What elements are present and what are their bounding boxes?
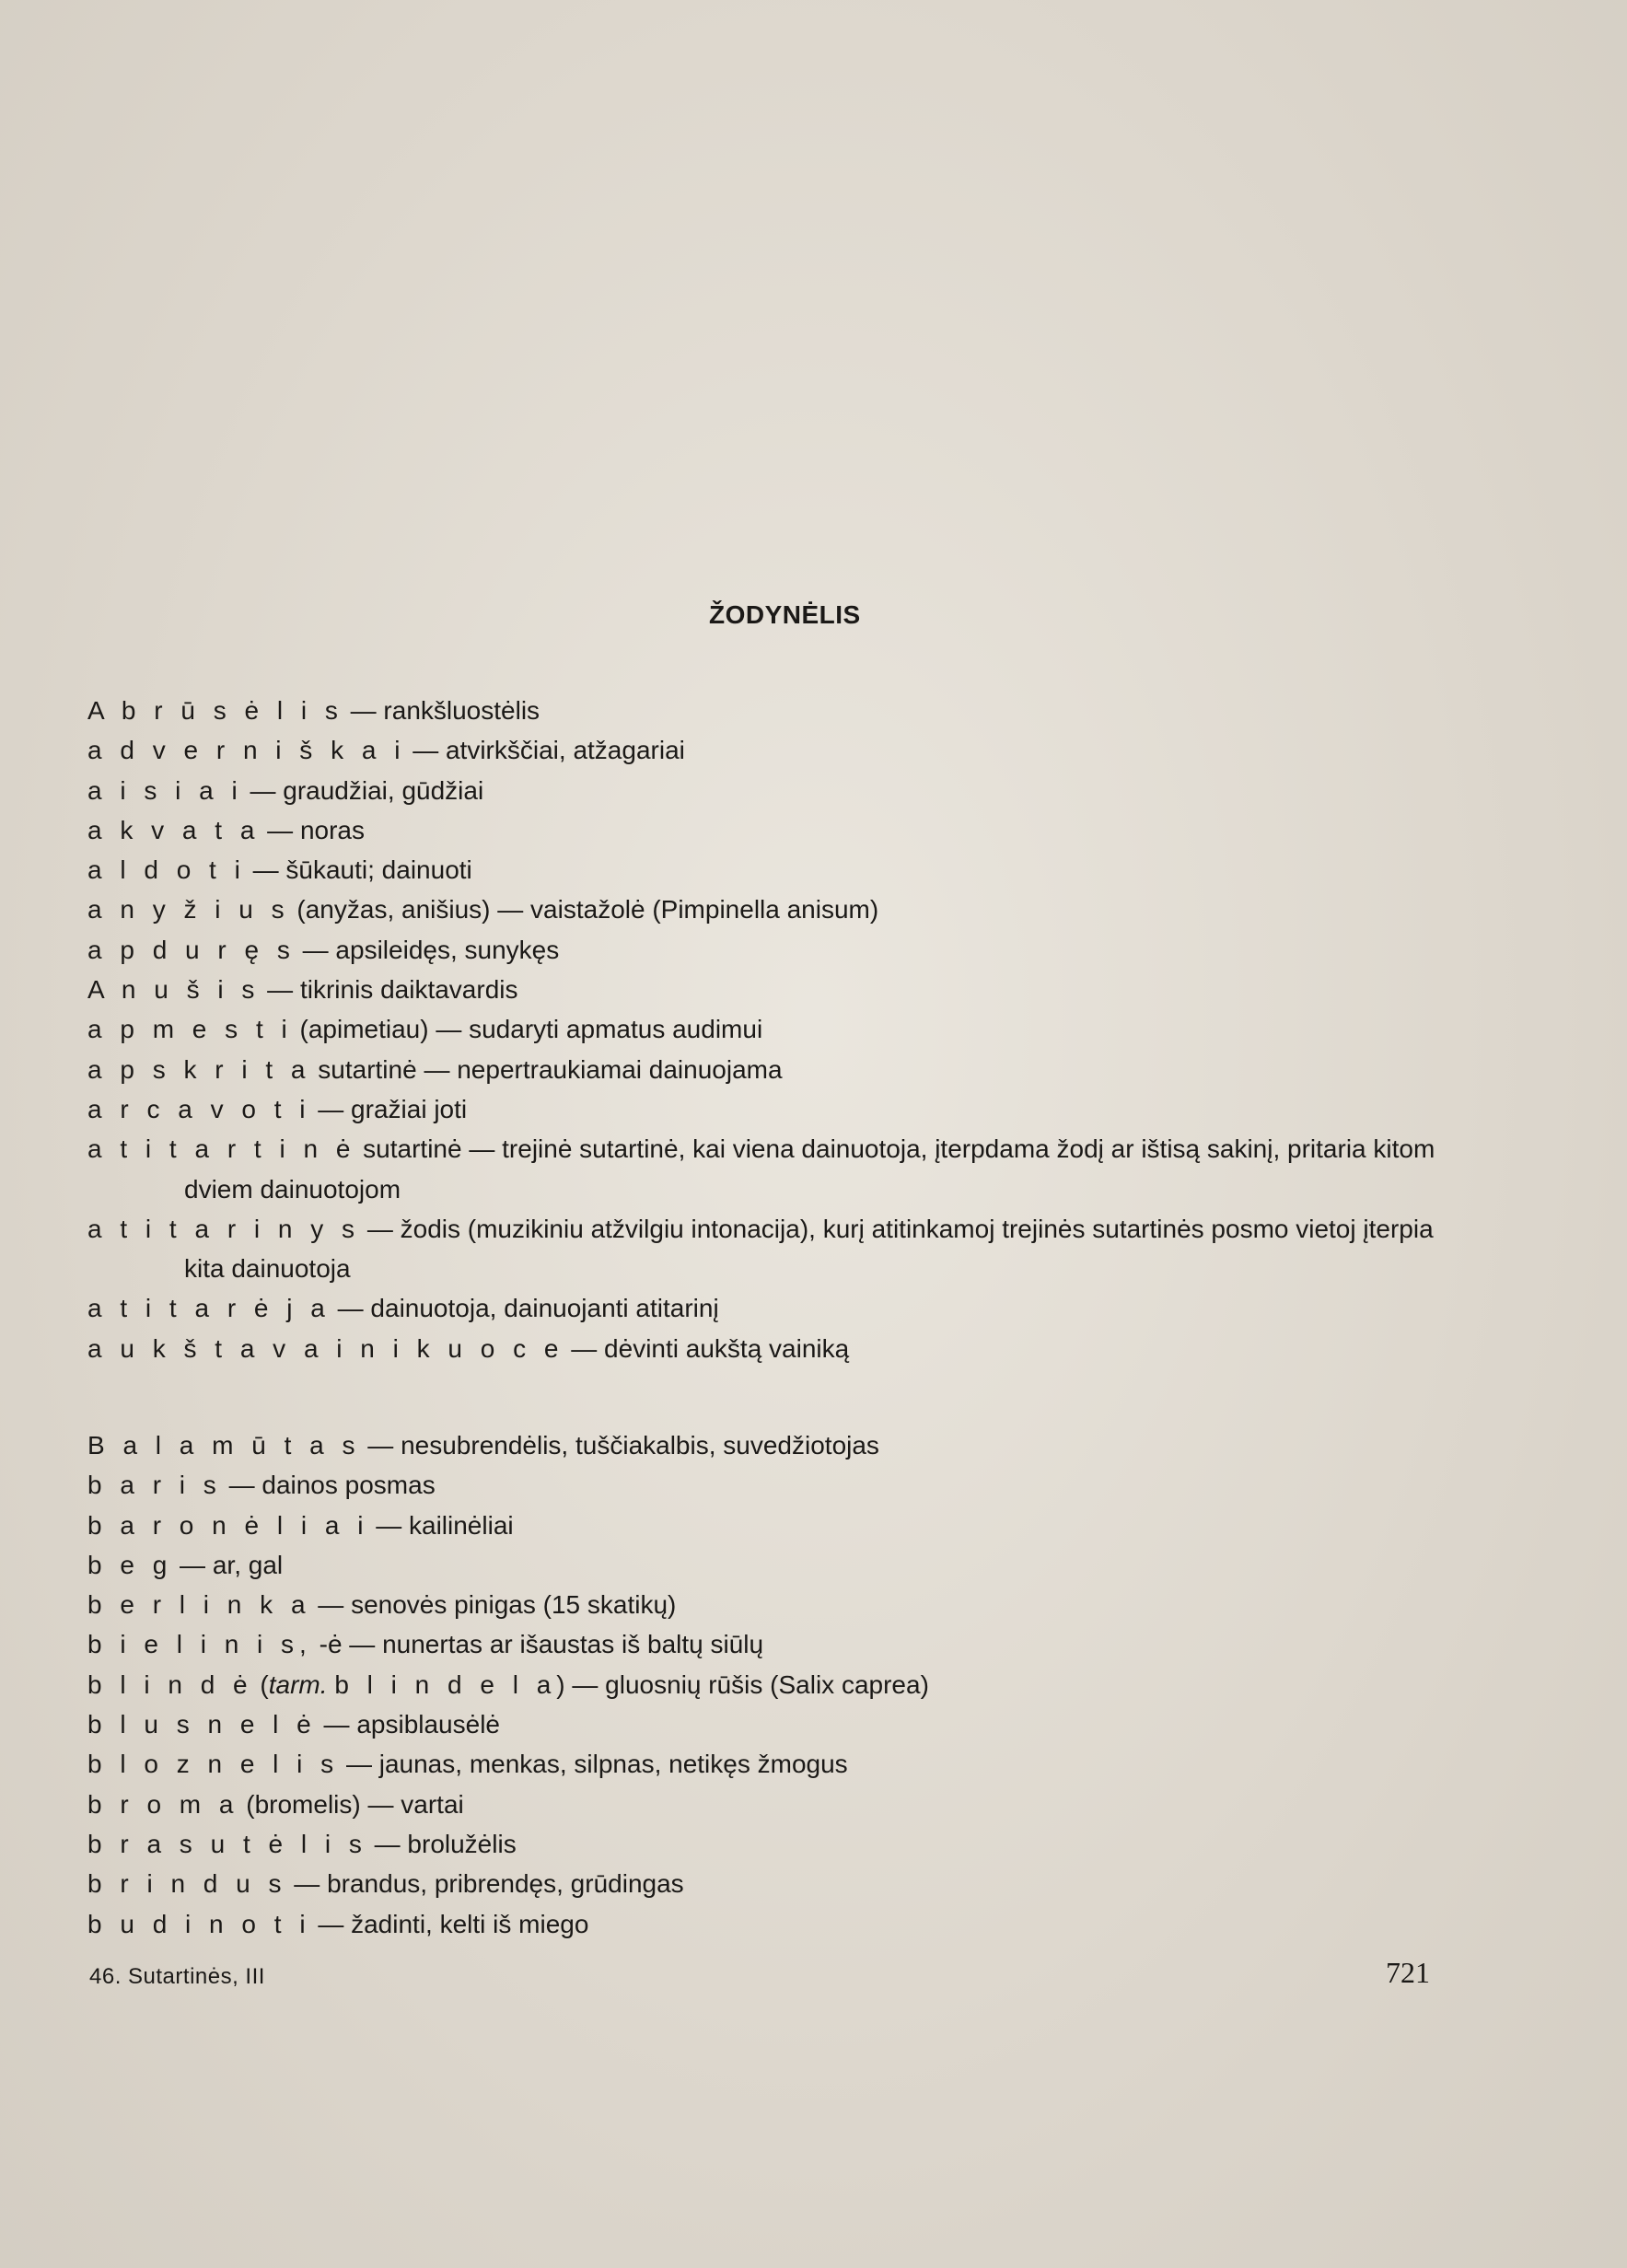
entry-headword: b a r i s bbox=[87, 1471, 222, 1500]
entry-headword: a t i t a r i n y s bbox=[87, 1214, 361, 1243]
entry-headword: b u d i n o t i bbox=[87, 1909, 311, 1938]
entry-headword: a t i t a r ė j a bbox=[87, 1294, 331, 1323]
dictionary-entry bbox=[87, 691, 1469, 730]
entry-variant-headword: b l i n d e l a bbox=[334, 1669, 557, 1699]
entry-definition: — nesubrendėlis, tuščiakalbis, suvedžiotojas bbox=[360, 1431, 879, 1460]
dictionary-entry bbox=[87, 1624, 1469, 1664]
entry-headword: b r i n d u s bbox=[87, 1869, 287, 1899]
entry-headword: b e g bbox=[87, 1550, 173, 1579]
entry-headword: a p d u r ę s bbox=[87, 935, 296, 964]
entry-headword: a n y ž i u s bbox=[87, 895, 290, 925]
entry-definition: — rankšluostėlis bbox=[343, 696, 540, 725]
dictionary-entry bbox=[87, 1904, 1469, 1944]
dictionary-entry bbox=[87, 970, 1469, 1009]
dictionary-entry bbox=[87, 890, 1469, 929]
entry-definition: — dainuotoja, dainuojanti atitarinį bbox=[330, 1294, 719, 1323]
entry-headword: A b r ū s ė l i s bbox=[87, 696, 343, 725]
entry-definition: — gražiai joti bbox=[310, 1094, 468, 1123]
entry-definition: (apimetiau) — sudaryti apmatus audimui bbox=[292, 1015, 763, 1044]
entry-headword: A n u š i s bbox=[87, 975, 261, 1005]
entry-headword: a l d o t i bbox=[87, 855, 246, 885]
entry-headword: b e r l i n k a bbox=[87, 1590, 311, 1620]
entry-definition: — šūkauti; dainuoti bbox=[245, 855, 472, 885]
entry-definition: — atvirkščiai, atžagariai bbox=[405, 736, 685, 765]
entry-headword: b r o m a bbox=[87, 1789, 239, 1819]
entry-headword: a r c a v o t i bbox=[87, 1094, 311, 1123]
entry-definition: (anyžas, anišius) — vaistažolė (Pimpinella anisum) bbox=[289, 895, 879, 925]
entry-definition: — kailinėliai bbox=[368, 1510, 514, 1540]
dictionary-entry bbox=[87, 850, 1469, 890]
footer-signature: 46. Sutartinės, III bbox=[89, 1964, 265, 1989]
dictionary-entry bbox=[87, 1129, 1469, 1209]
dictionary-entry bbox=[87, 1089, 1469, 1129]
entry-definition: sutartinė — trejinė sutartinė, kai viena dainuotoja, įterpdama žodį ar ištisą sakinį, pritaria kitom dviem dainuotojom bbox=[184, 1134, 1435, 1204]
dictionary-entry bbox=[87, 1329, 1469, 1368]
entry-headword: b i e l i n i s, bbox=[87, 1630, 312, 1659]
entry-headword: b l u s n e l ė bbox=[87, 1710, 317, 1739]
dictionary-entry bbox=[87, 1009, 1469, 1049]
page-title: ŽODYNĖLIS bbox=[709, 600, 861, 629]
dictionary-entry bbox=[87, 1864, 1469, 1903]
entry-headword: a t i t a r t i n ė bbox=[87, 1134, 356, 1164]
entry-headword: a u k š t a v a i n i k u o c e bbox=[87, 1333, 564, 1363]
dictionary-section-b bbox=[87, 1425, 1469, 1944]
entry-definition: — žadinti, kelti iš miego bbox=[310, 1909, 589, 1938]
entry-paren-open: ( bbox=[252, 1669, 269, 1699]
entry-definition: (bromelis) — vartai bbox=[238, 1789, 464, 1819]
entry-headword: B a l a m ū t a s bbox=[87, 1431, 361, 1460]
dictionary-entry bbox=[87, 730, 1469, 770]
entry-headword: a i s i a i bbox=[87, 775, 243, 805]
entry-definition: — senovės pinigas (15 skatikų) bbox=[310, 1590, 677, 1620]
entry-headword: b l o z n e l i s bbox=[87, 1750, 340, 1779]
dictionary-entry bbox=[87, 810, 1469, 850]
entry-definition: — noras bbox=[260, 815, 366, 844]
dictionary-entry bbox=[87, 1288, 1469, 1328]
dictionary-entry bbox=[87, 1704, 1469, 1744]
entry-definition: sutartinė — nepertraukiamai dainuojama bbox=[310, 1054, 783, 1084]
entry-headword: a k v a t a bbox=[87, 815, 261, 844]
page-number: 721 bbox=[1386, 1956, 1430, 1989]
dictionary-entry bbox=[87, 1785, 1469, 1824]
entry-definition: — graudžiai, gūdžiai bbox=[242, 775, 484, 805]
entry-definition: — brandus, pribrendęs, grūdingas bbox=[286, 1869, 684, 1899]
dictionary-entry bbox=[87, 1465, 1469, 1505]
entry-headword: a p s k r i t a bbox=[87, 1054, 311, 1084]
entry-definition: — jaunas, menkas, silpnas, netikęs žmogus bbox=[339, 1750, 848, 1779]
entry-headword: b l i n d ė bbox=[87, 1669, 253, 1699]
entry-definition: — brolužėlis bbox=[366, 1829, 517, 1858]
dictionary-entry bbox=[87, 1545, 1469, 1585]
entry-definition: — žodis (muzikiniu atžvilgiu intonacija), kurį atitinkamoj trejinės sutartinės posmo vietoj įterpia kita dainuotoja bbox=[184, 1214, 1434, 1284]
entry-definition: — apsileidęs, sunykęs bbox=[295, 935, 560, 964]
dictionary-entry bbox=[87, 1209, 1469, 1289]
dictionary-entry bbox=[87, 1585, 1469, 1624]
entry-definition: -ė — nunertas ar išaustas iš baltų siūlų bbox=[311, 1630, 764, 1659]
entry-headword: b a r o n ė l i a i bbox=[87, 1510, 369, 1540]
dictionary-entry bbox=[87, 1824, 1469, 1864]
entry-definition: — ar, gal bbox=[172, 1550, 284, 1579]
dictionary-section-a bbox=[87, 691, 1469, 1368]
entry-definition: — apsiblausėlė bbox=[316, 1710, 500, 1739]
entry-headword: b r a s u t ė l i s bbox=[87, 1829, 367, 1858]
dictionary-entry bbox=[87, 1425, 1469, 1465]
entry-definition: — tikrinis daiktavardis bbox=[260, 975, 518, 1005]
dictionary-entry bbox=[87, 771, 1469, 810]
dictionary-entry bbox=[87, 930, 1469, 970]
entry-definition: — dėvinti aukštą vainiką bbox=[564, 1333, 850, 1363]
entry-headword: a d v e r n i š k a i bbox=[87, 736, 406, 765]
entry-definition: ) — gluosnių rūšis (Salix caprea) bbox=[556, 1669, 929, 1699]
entry-definition: — dainos posmas bbox=[221, 1471, 436, 1500]
entry-headword: a p m e s t i bbox=[87, 1015, 293, 1044]
dictionary-entry bbox=[87, 1665, 1469, 1704]
dictionary-entry bbox=[87, 1744, 1469, 1784]
dialect-abbreviation: tarm. bbox=[268, 1669, 328, 1699]
dictionary-entry bbox=[87, 1050, 1469, 1089]
dictionary-entry bbox=[87, 1506, 1469, 1545]
